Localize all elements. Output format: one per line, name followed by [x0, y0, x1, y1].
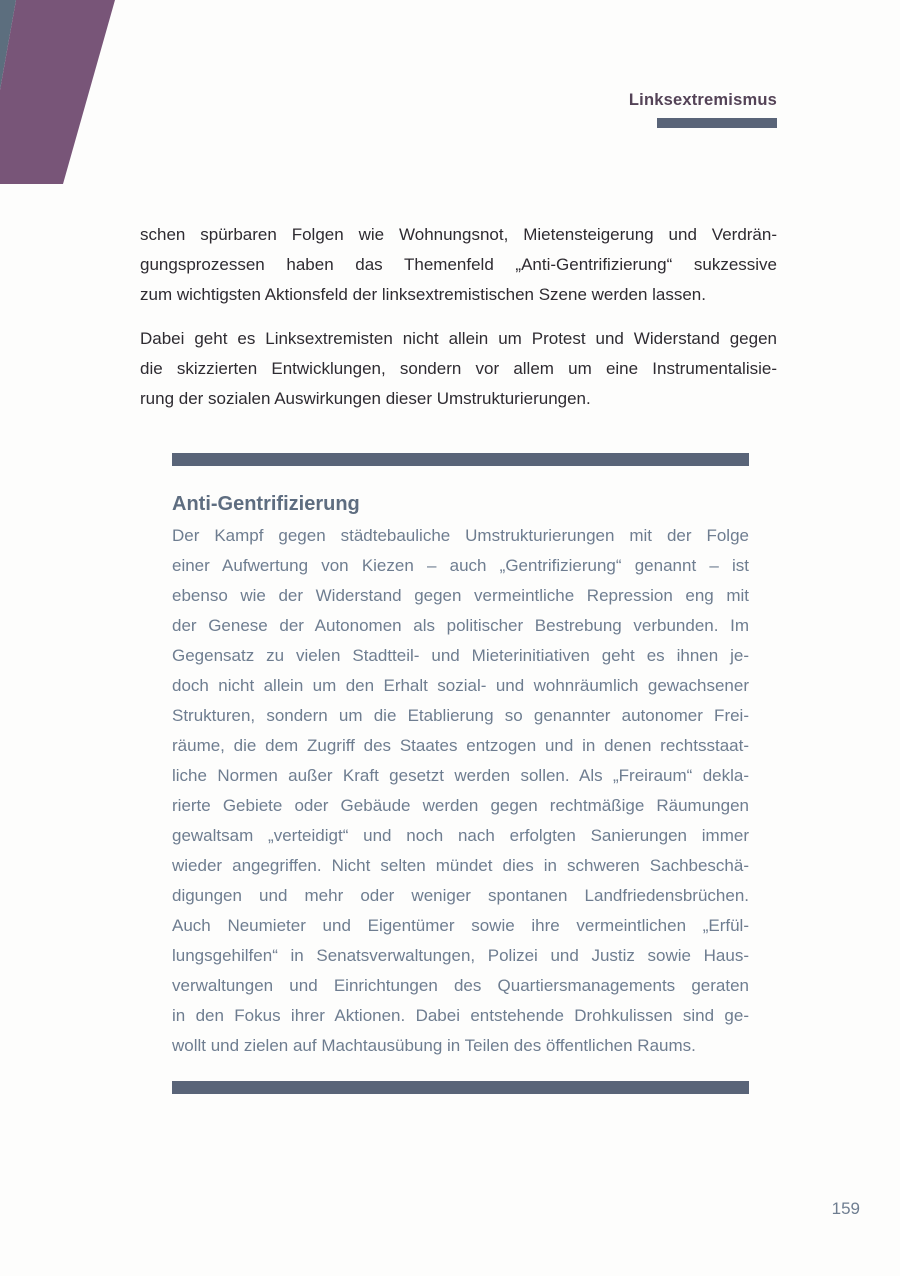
body-paragraph-2 — [140, 324, 777, 414]
page-number: 159 — [831, 1199, 860, 1218]
text-line: wollt und zielen auf Machtausübung in Teilen des öffentlichen Raums. — [172, 1036, 696, 1055]
text-line: lungsgehilfen“ in Senatsverwaltungen, Polizei und Justiz sowie Haus- — [172, 946, 749, 965]
text-line: Dabei geht es Linksextremisten nicht allein um Protest und Widerstand gegen — [140, 329, 777, 348]
infobox-top-rule — [172, 453, 749, 466]
text-line: einer Aufwertung von Kiezen – auch „Gentrifizierung“ genannt – ist — [172, 556, 749, 575]
page-header-section-title: Linksextremismus — [628, 91, 777, 109]
text-line: in den Fokus ihrer Aktionen. Dabei entstehende Drohkulissen sind ge- — [172, 1006, 749, 1025]
text-line: ebenso wie der Widerstand gegen vermeintliche Repression eng mit — [172, 586, 749, 605]
text-line: rierte Gebiete oder Gebäude werden gegen rechtmäßige Räumungen — [172, 796, 749, 815]
text-line: Gegensatz zu vielen Stadtteil- und Mieterinitiativen geht es ihnen je- — [172, 646, 749, 665]
text-line: gewaltsam „verteidigt“ und noch nach erfolgten Sanierungen immer — [172, 826, 749, 845]
infobox-bottom-rule — [172, 1081, 749, 1094]
header-rule — [657, 118, 777, 128]
infobox-body — [172, 521, 749, 1061]
text-line: doch nicht allein um den Erhalt sozial- und wohnräumlich gewachsener — [172, 676, 749, 695]
text-line: zum wichtigsten Aktionsfeld der linksextremistischen Szene werden lassen. — [140, 285, 706, 304]
text-line: gungsprozessen haben das Themenfeld „Anti-Gentrifizierung“ sukzessive — [140, 255, 777, 274]
text-line: der Genese der Autonomen als politischer Bestrebung verbunden. Im — [172, 616, 749, 635]
text-line: Strukturen, sondern um die Etablierung so genannter autonomer Frei- — [172, 706, 749, 725]
text-line: schen spürbaren Folgen wie Wohnungsnot, Mietensteigerung und Verdrän- — [140, 225, 777, 244]
text-line: die skizzierten Entwicklungen, sondern vor allem um eine Instrumentalisie- — [140, 359, 777, 378]
text-line: digungen und mehr oder weniger spontanen Landfriedensbrüchen. — [172, 886, 749, 905]
text-line: wieder angegriffen. Nicht selten mündet dies in schweren Sachbeschä- — [172, 856, 749, 875]
text-line: Der Kampf gegen städtebauliche Umstrukturierungen mit der Folge — [172, 526, 749, 545]
infobox-title: Anti-Gentrifizierung — [172, 493, 360, 515]
text-line: liche Normen außer Kraft gesetzt werden sollen. Als „Freiraum“ dekla- — [172, 766, 749, 785]
decorative-corner-graphic — [0, 0, 130, 190]
text-line: verwaltungen und Einrichtungen des Quartiersmanagements geraten — [172, 976, 749, 995]
text-line: räume, die dem Zugriff des Staates entzogen und in denen rechtsstaat- — [172, 736, 749, 755]
text-line: rung der sozialen Auswirkungen dieser Umstrukturierungen. — [140, 389, 591, 408]
text-line: Auch Neumieter und Eigentümer sowie ihre vermeintlichen „Erfül- — [172, 916, 749, 935]
body-paragraph-1 — [140, 220, 777, 310]
corner-shape-purple — [0, 0, 115, 184]
